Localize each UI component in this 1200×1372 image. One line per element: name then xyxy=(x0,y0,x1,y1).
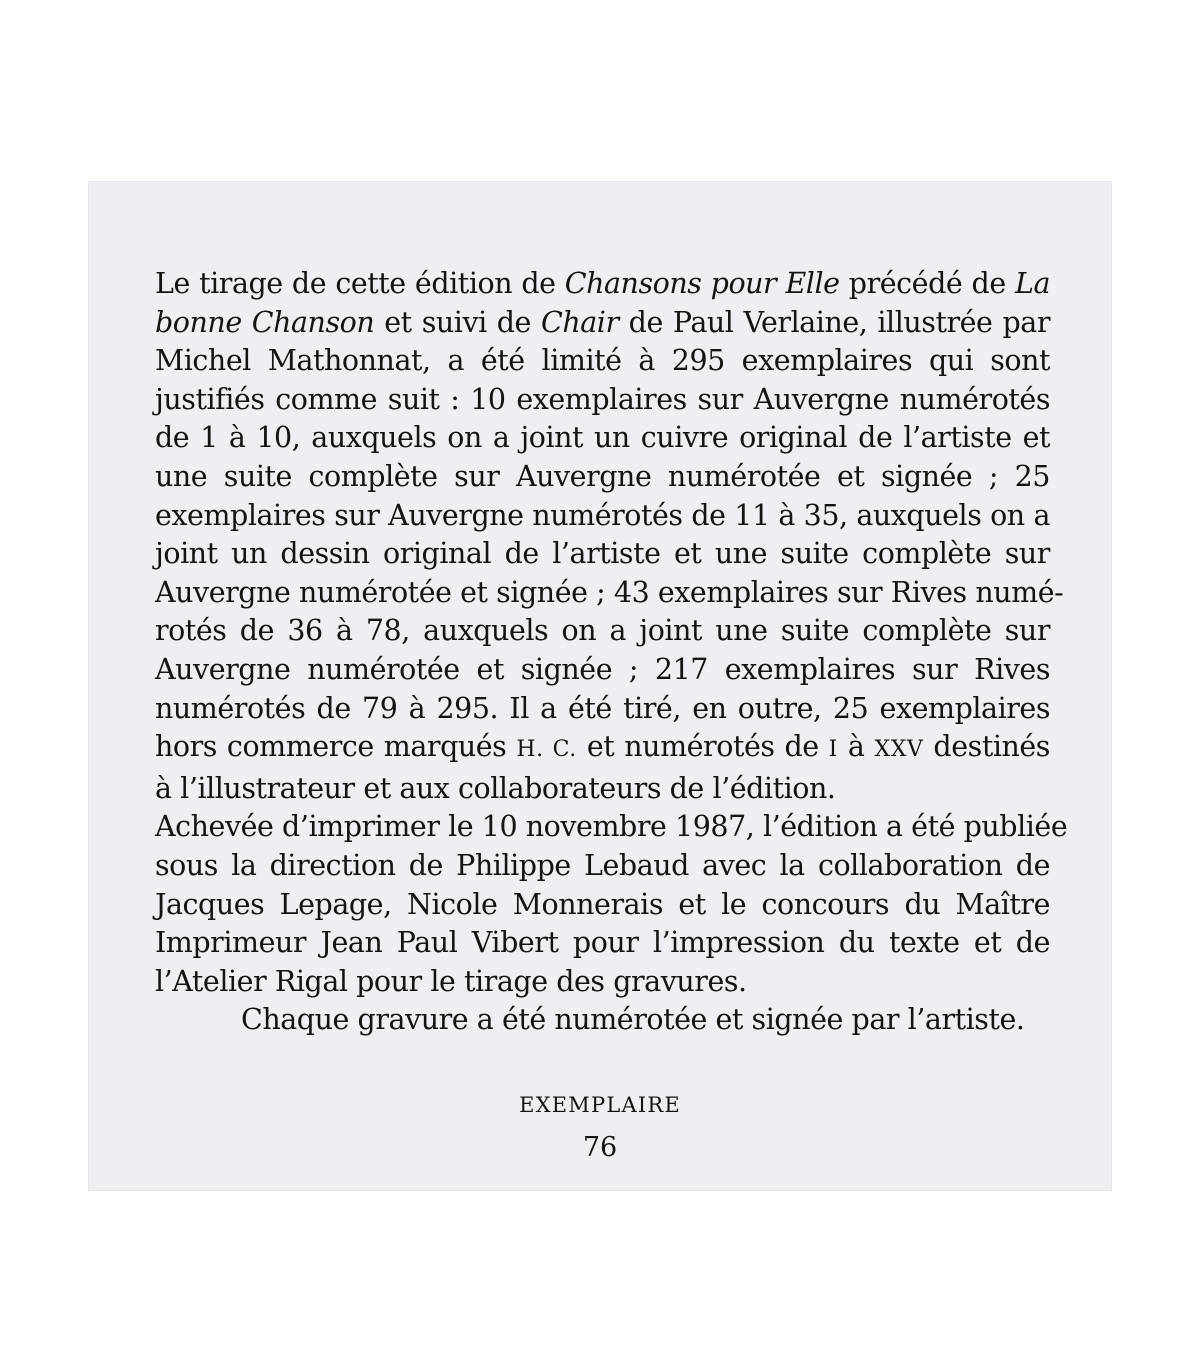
colophon-line-1 xyxy=(155,265,1050,304)
colophon-line-10: rotés de 36 à 78, auxquels on a joint une suite complète sur xyxy=(155,614,1050,648)
text-run: et numérotés de xyxy=(576,730,829,764)
colophon-line-7: exemplaires sur Auvergne numérotés de 11 à 35, auxquels on a xyxy=(155,498,1050,532)
colophon-line-12: numérotés de 79 à 295. Il a été tiré, en outre, 25 exemplaires xyxy=(155,691,1050,725)
text-run: destinés xyxy=(923,730,1050,764)
text-run: et suivi de xyxy=(374,305,541,339)
book-title-chair: Chair xyxy=(541,305,619,339)
colophon-text xyxy=(155,265,1068,1040)
colophon-line-2 xyxy=(155,304,1050,343)
text-run: précédé de xyxy=(839,267,1015,300)
colophon-line-5: de 1 à 10, auxquels on a joint un cuivre original de l’artiste et xyxy=(155,421,1050,455)
roman-numeral-end: XXV xyxy=(874,737,924,763)
roman-numeral-start: I xyxy=(828,737,838,763)
exemplaire-number: 76 xyxy=(582,1132,618,1163)
text-run: hors commerce marqués xyxy=(155,730,517,764)
colophon-page xyxy=(88,181,1112,1191)
colophon-line-17: Jacques Lepage, Nicole Monnerais et le concours du Maître xyxy=(155,887,1050,921)
colophon-line-11: Auvergne numérotée et signée ; 217 exemplaires sur Rives xyxy=(155,652,1050,686)
exemplaire-label: EXEMPLAIRE xyxy=(519,1093,681,1117)
colophon-line-16: sous la direction de Philippe Lebaud avec la collaboration de xyxy=(155,848,1050,882)
colophon-line-20: Chaque gravure a été numérotée et signée par l’artiste. xyxy=(241,1003,1025,1037)
book-title-la-bonne-chanson-start: La xyxy=(1014,267,1050,300)
book-title-chansons-pour-elle: Chansons pour Elle xyxy=(564,267,840,300)
colophon-line-8: joint un dessin original de l’artiste et une suite complète sur xyxy=(155,537,1050,571)
hors-commerce-mark: H. C. xyxy=(516,737,577,763)
book-title-la-bonne-chanson-end: bonne Chanson xyxy=(155,305,375,339)
colophon-line-19: l’Atelier Rigal pour le tirage des gravures. xyxy=(155,964,747,998)
colophon-line-3: Michel Mathonnat, a été limité à 295 exemplaires qui sont xyxy=(155,344,1050,378)
colophon-line-15: Achevée d’imprimer le 10 novembre 1987, l’édition a été publiée xyxy=(155,810,1068,844)
text-run: Le tirage de cette édition de xyxy=(155,267,565,300)
colophon-line-9: Auvergne numérotée et signée ; 43 exemplaires sur Rives numé- xyxy=(155,575,1064,609)
colophon-line-18: Imprimeur Jean Paul Vibert pour l’impression du texte et de xyxy=(155,926,1050,960)
text-run: à xyxy=(837,730,875,764)
colophon-line-6: une suite complète sur Auvergne numérotée et signée ; 25 xyxy=(155,459,1050,493)
colophon-line-13 xyxy=(155,728,1050,770)
text-run: de Paul Verlaine, illustrée par xyxy=(618,305,1050,339)
colophon-line-4: justifiés comme suit : 10 exemplaires sur Auvergne numérotés xyxy=(155,382,1050,416)
colophon-line-14: à l’illustrateur et aux collaborateurs de l’édition. xyxy=(155,771,836,805)
